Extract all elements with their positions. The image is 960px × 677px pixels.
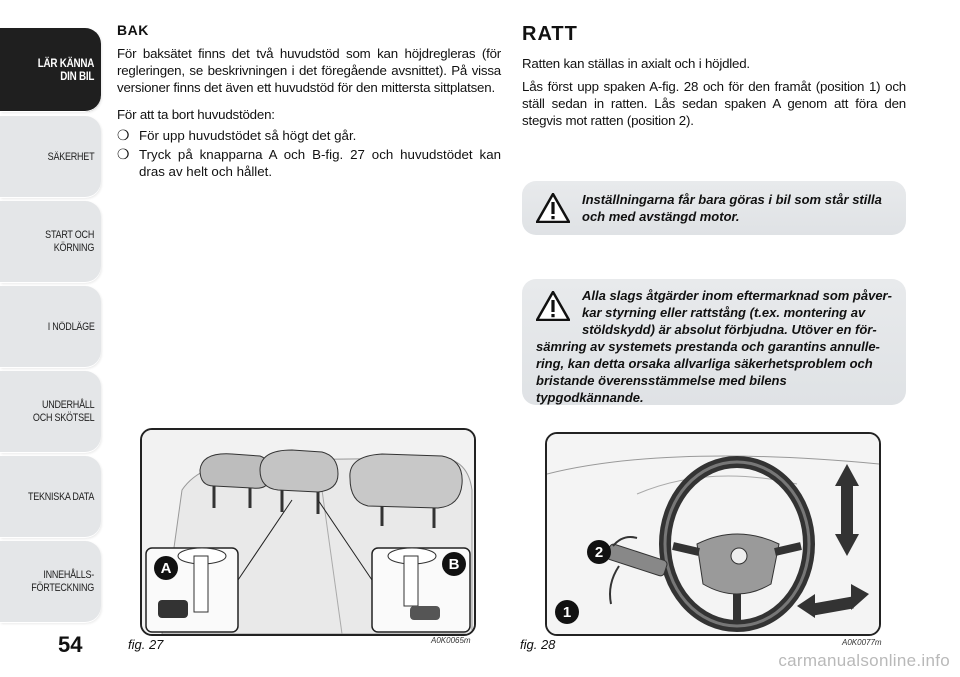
paragraph: Ratten kan ställas in axialt och i höjdled. <box>522 56 750 71</box>
warning-text <box>536 287 894 406</box>
tab-label: UNDERHÅLL OCH SKÖTSEL <box>32 399 95 424</box>
section-heading: RATT <box>522 23 578 45</box>
warning-triangle-icon <box>536 193 570 223</box>
figure-code: A0K0065m <box>431 636 471 645</box>
figure-code: A0K0077m <box>842 638 882 647</box>
figure-caption: fig. 28 <box>520 637 556 652</box>
headrest-illustration <box>142 430 474 634</box>
warning-text-rest: sämring av systemets prestanda och garantins annulle-ring, kan detta orsaka allvarliga säkerhetsproblem och bristande överensstämmelse med bilens typgodkännande. <box>536 339 880 405</box>
tab-label: I NÖDLÄGE <box>47 320 95 333</box>
warning-text: Inställningarna får bara göras i bil som står stilla och med avstängd motor. <box>582 192 882 224</box>
tab-label: SÄKERHET <box>47 150 95 163</box>
tab-sakerhet[interactable] <box>0 116 101 198</box>
tab-label: TEKNISKA DATA <box>28 490 95 503</box>
tab-label: START OCH KÖRNING <box>45 229 95 254</box>
label-b: B <box>448 556 460 573</box>
section-bak <box>117 22 501 182</box>
list-item <box>117 146 501 180</box>
label-a: A <box>160 560 172 577</box>
tab-tekniska-data[interactable] <box>0 456 101 538</box>
label-1: 1 <box>562 604 572 621</box>
tab-label: LÄR KÄNNA DIN BIL <box>38 56 95 83</box>
tab-underhall-och-skotsel[interactable] <box>0 371 101 453</box>
section-heading: BAK <box>117 22 149 38</box>
section-ratt <box>522 22 906 135</box>
figure-27-headrests <box>140 428 476 636</box>
tab-lar-kanna-din-bil[interactable] <box>0 28 101 112</box>
warning-box <box>522 279 906 405</box>
figure-28-steering-wheel <box>545 432 881 636</box>
warning-text-first: Alla slags åtgärder inom eftermarknad som påver-kar styrning eller rattstång (t.ex. montering av stöldskydd) är absolut förbjudna. Utöver en för- <box>582 288 892 337</box>
paragraph: För baksätet finns det två huvudstöd som kan höjdregleras (för regleringen, se beskrivningen i det föregående avsnittet). På vissa versioner finns det även ett huvudstöd för den mittersta sittplatsen. <box>117 46 501 95</box>
list-item-text: Tryck på knapparna A och B-fig. 27 och huvudstödet kan dras av helt och hållet. <box>139 147 501 179</box>
tab-innehallsforteckning[interactable] <box>0 541 101 623</box>
tab-start-och-korning[interactable] <box>0 201 101 283</box>
bullet-circle-icon: ❍ <box>117 146 130 162</box>
bullet-circle-icon: ❍ <box>117 127 130 143</box>
paragraph: Lås först upp spaken A-fig. 28 och för den framåt (position 1) och ställ sedan in ratten. Lås sedan spaken A genom att föra den stegvis mot ratten (position 2). <box>522 79 906 128</box>
tab-label: INNEHÅLLS- FÖRTECKNING <box>31 569 95 594</box>
list-item-text: För upp huvudstödet så högt det går. <box>139 128 357 143</box>
tab-i-nodlage[interactable] <box>0 286 101 368</box>
warning-box <box>522 181 906 235</box>
figure-caption: fig. 27 <box>128 637 164 652</box>
list-item <box>117 127 501 144</box>
watermark: carmanualsonline.info <box>778 651 950 670</box>
paragraph: För att ta bort huvudstöden: <box>117 107 275 122</box>
page-number: 54 <box>58 632 83 657</box>
steering-wheel-illustration <box>547 434 879 634</box>
label-2: 2 <box>594 544 604 561</box>
